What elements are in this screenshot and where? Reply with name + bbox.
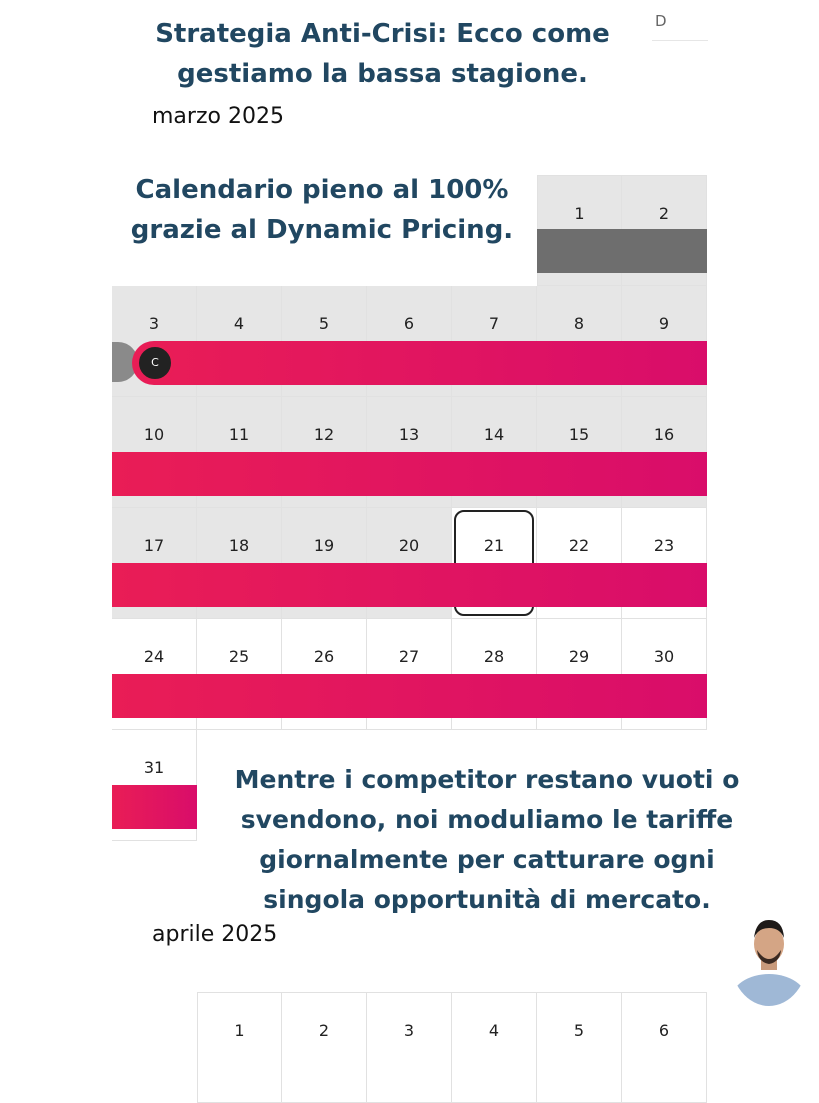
day-number: 21 — [483, 536, 505, 555]
day-number: 27 — [398, 647, 420, 666]
day-number: 9 — [658, 314, 670, 333]
day-number: 10 — [143, 425, 165, 444]
guest-avatar[interactable]: C — [136, 344, 174, 382]
booking-bar[interactable] — [112, 674, 707, 718]
day-number: 30 — [653, 647, 675, 666]
day-number: 19 — [313, 536, 335, 555]
day-number: 6 — [403, 314, 415, 333]
day-number: 3 — [148, 314, 160, 333]
day-number: 11 — [228, 425, 250, 444]
day-number: 23 — [653, 536, 675, 555]
day-number: 18 — [228, 536, 250, 555]
booking-bar[interactable] — [112, 563, 707, 607]
day-number: 12 — [313, 425, 335, 444]
day-cell[interactable] — [282, 992, 367, 1103]
day-number: 29 — [568, 647, 590, 666]
day-number: 5 — [318, 314, 330, 333]
weekday-header: D — [655, 12, 667, 30]
day-number: 5 — [573, 1021, 585, 1040]
day-number: 17 — [143, 536, 165, 555]
day-cell[interactable] — [622, 992, 707, 1103]
day-number: 26 — [313, 647, 335, 666]
booking-bar[interactable] — [112, 452, 707, 496]
day-number: 6 — [658, 1021, 670, 1040]
day-number: 13 — [398, 425, 420, 444]
day-number: 28 — [483, 647, 505, 666]
day-number: 16 — [653, 425, 675, 444]
day-number: 15 — [568, 425, 590, 444]
month-label-march: marzo 2025 — [152, 104, 284, 129]
day-cell[interactable] — [452, 992, 537, 1103]
day-number: 1 — [234, 1021, 245, 1040]
day-number: 8 — [573, 314, 585, 333]
day-number: 24 — [143, 647, 165, 666]
callout-top: Calendario pieno al 100% grazie al Dynamic Pricing. — [130, 175, 514, 245]
callout-bottom: Mentre i competitor restano vuoti o svendono, noi moduliamo le tariffe giornalmente per catturare ogni singola opportunità di mercato. — [234, 765, 740, 914]
day-number: 4 — [488, 1021, 500, 1040]
day-number: 14 — [483, 425, 505, 444]
day-cell[interactable] — [537, 992, 622, 1103]
divider — [652, 40, 708, 41]
month-label-april: aprile 2025 — [152, 922, 278, 947]
day-cell[interactable] — [197, 992, 282, 1103]
day-number: 31 — [143, 758, 165, 777]
page-title: Strategia Anti-Crisi: Ecco come gestiamo la bassa stagione. — [155, 19, 610, 89]
person-avatar-icon — [730, 908, 808, 1006]
day-number: 1 — [574, 204, 585, 223]
booking-bar[interactable] — [112, 785, 197, 829]
day-number: 2 — [658, 204, 670, 223]
day-number: 20 — [398, 536, 420, 555]
booking-bar[interactable] — [132, 341, 707, 385]
day-cell[interactable] — [367, 992, 452, 1103]
blocked-bar[interactable] — [537, 229, 707, 273]
day-number: 4 — [233, 314, 245, 333]
day-number: 25 — [228, 647, 250, 666]
day-number: 2 — [318, 1021, 330, 1040]
day-number: 7 — [488, 314, 500, 333]
day-number: 22 — [568, 536, 590, 555]
day-number: 3 — [403, 1021, 415, 1040]
